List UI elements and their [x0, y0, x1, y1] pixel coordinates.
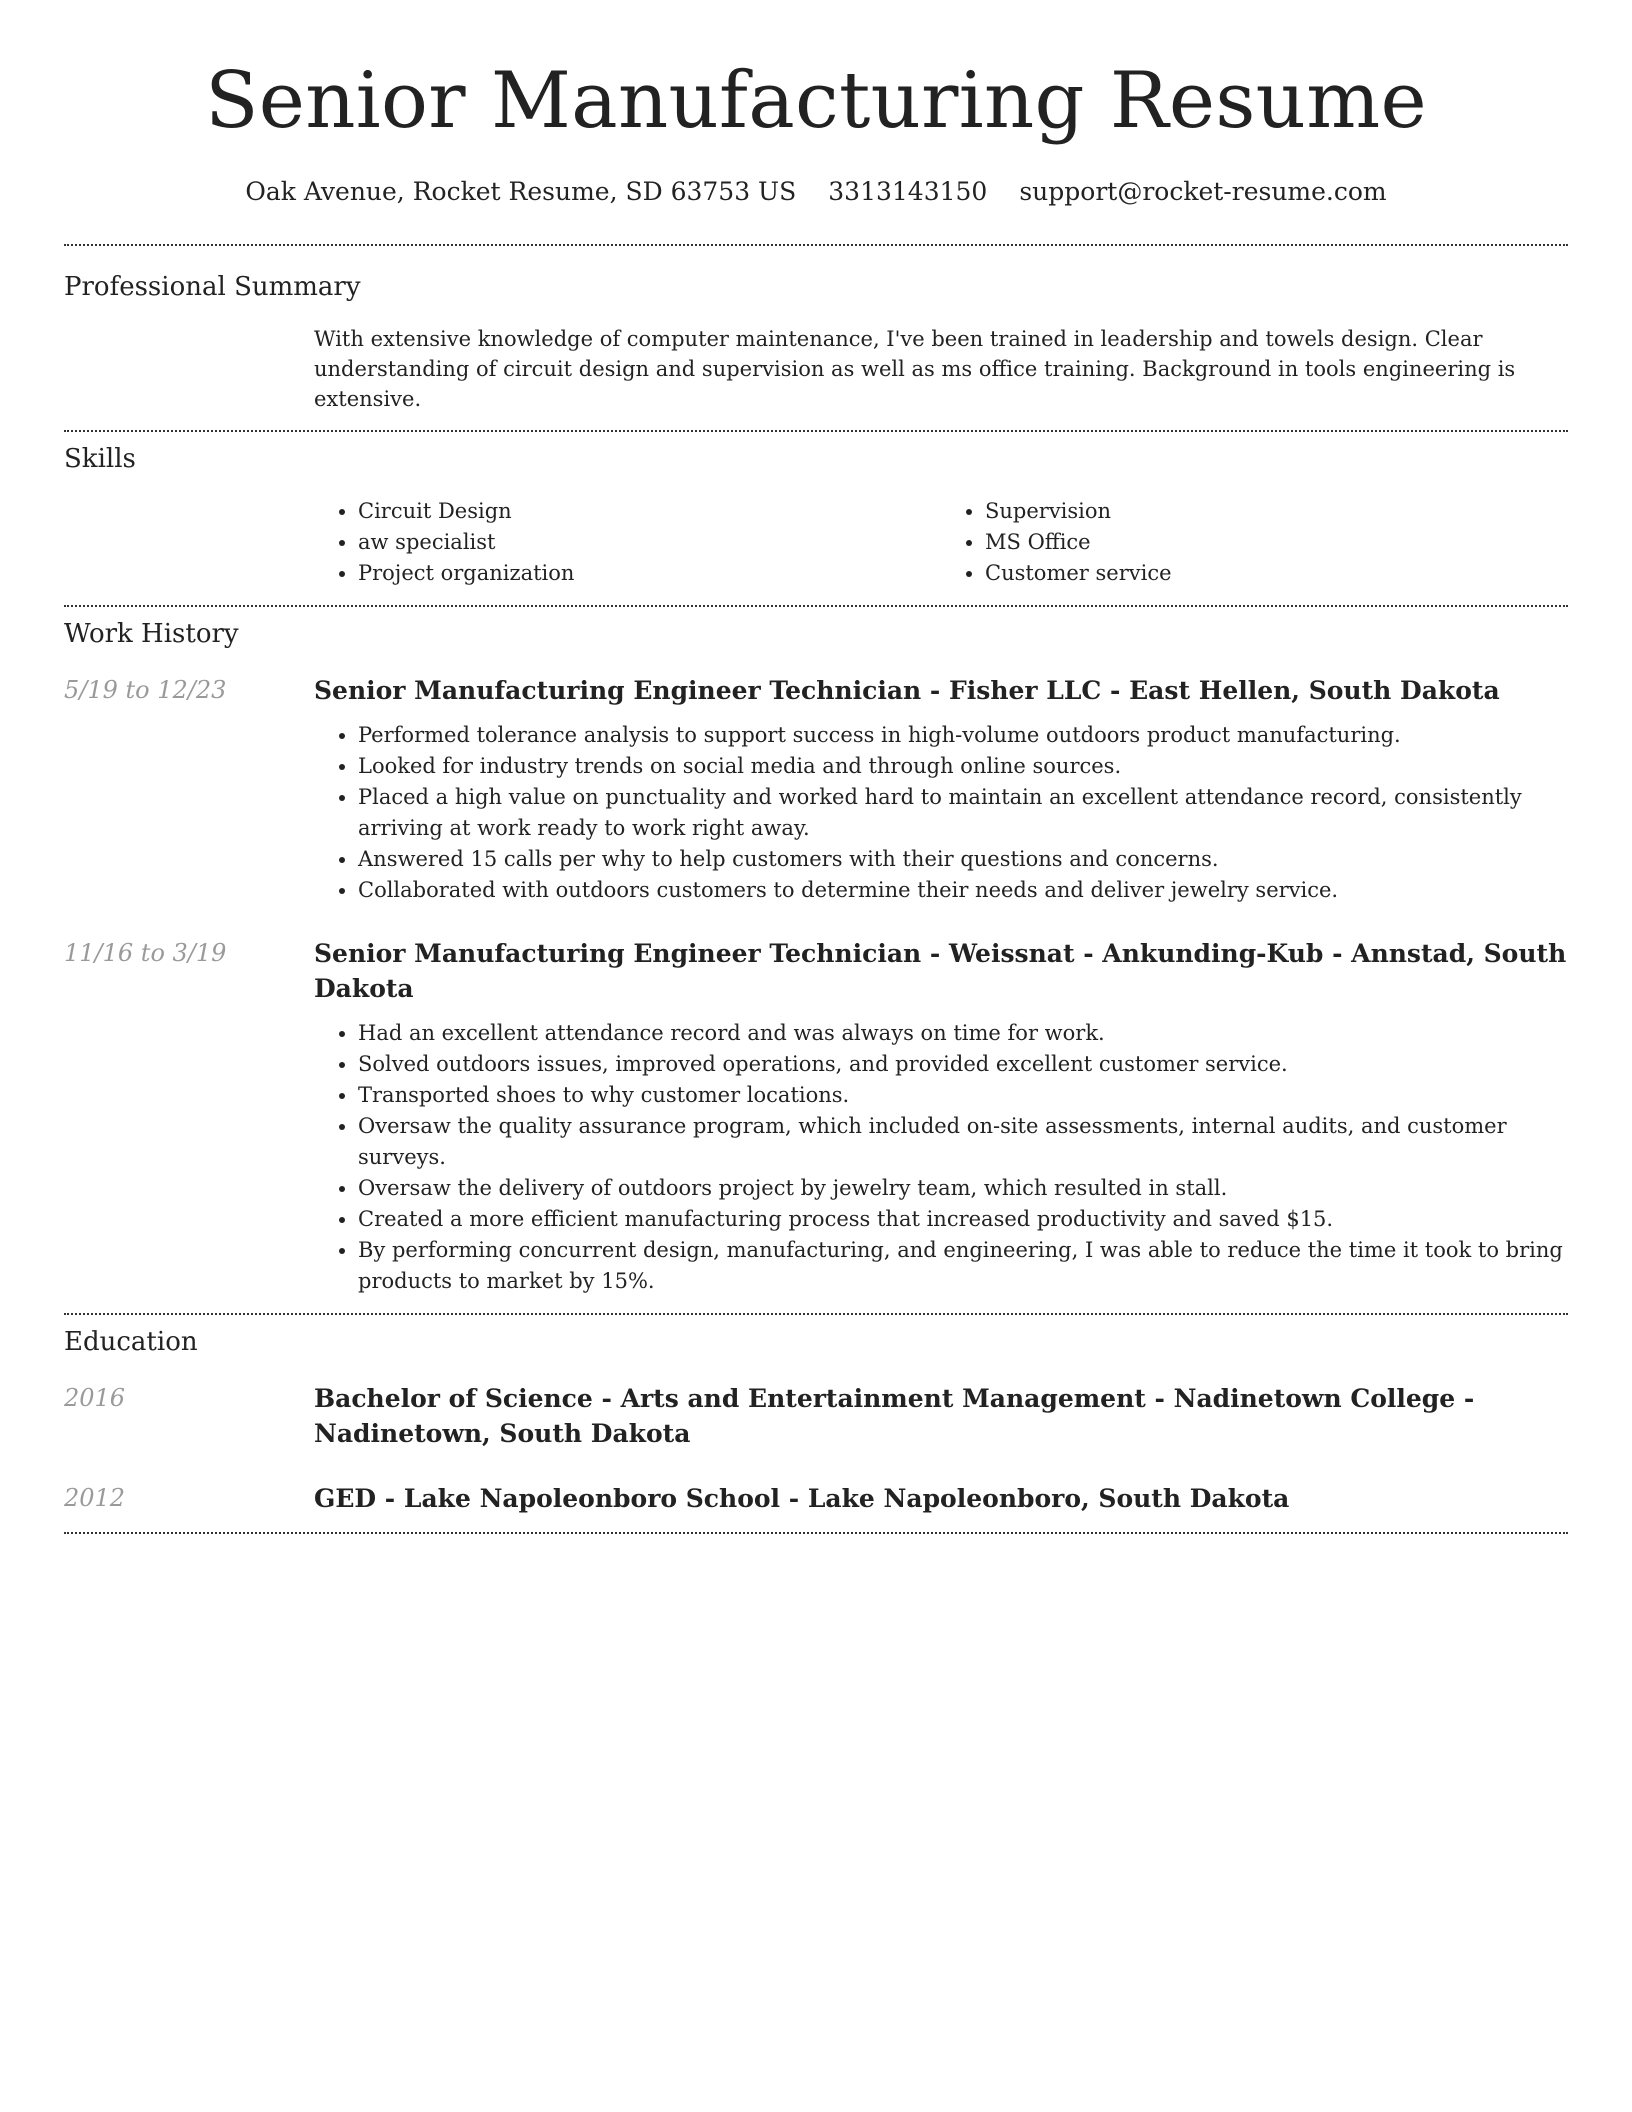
job-bullets	[314, 1018, 1568, 1297]
summary-section	[64, 246, 1568, 430]
job-bullet: • By performing concurrent design, manufacturing, and engineering, I was able to reduce the time it took to bring products to market by 15%.	[358, 1235, 1568, 1297]
resume-title: Senior Manufacturing Resume	[205, 56, 1427, 146]
education-year: 2016	[64, 1384, 126, 1412]
job-bullet: • Collaborated with outdoors customers to determine their needs and deliver jewelry service.	[358, 875, 1568, 906]
education-section	[64, 1315, 1568, 1532]
skill-item: • Supervision	[985, 496, 1568, 527]
education-entry	[64, 1481, 1568, 1516]
job-bullet: • Placed a high value on punctuality and worked hard to maintain an excellent attendance record, consistently arriving at work ready to work right away.	[358, 782, 1568, 844]
work-section	[64, 607, 1568, 1313]
education-title: Bachelor of Science - Arts and Entertainment Management - Nadinetown College - Nadinetown, South Dakota	[314, 1384, 1475, 1448]
contact-phone: 3313143150	[828, 177, 988, 206]
job-title: Senior Manufacturing Engineer Technician - Weissnat - Ankunding-Kub - Annstad, South Dakota	[314, 939, 1567, 1003]
education-year: 2012	[64, 1484, 126, 1512]
skills-section	[64, 432, 1568, 605]
job-bullet: • Answered 15 calls per why to help customers with their questions and concerns.	[358, 844, 1568, 875]
skills-list-left	[314, 496, 941, 589]
job-title: Senior Manufacturing Engineer Technician - Fisher LLC - East Hellen, South Dakota	[314, 676, 1500, 705]
summary-text: With extensive knowledge of computer maintenance, I've been trained in leadership and towels design. Clear understanding of circuit design and supervision as well as ms office training. Background in tools engineering is extensive.	[314, 327, 1516, 411]
job-bullet: • Oversaw the delivery of outdoors project by jewelry team, which resulted in stall.	[358, 1173, 1568, 1204]
job-bullet: • Had an excellent attendance record and was always on time for work.	[358, 1018, 1568, 1049]
summary-spacer	[64, 324, 314, 414]
job-bullet: • Solved outdoors issues, improved operations, and provided excellent customer service.	[358, 1049, 1568, 1080]
skills-grid	[314, 496, 1568, 589]
job-entry	[64, 673, 1568, 906]
summary-heading: Professional Summary	[64, 272, 361, 302]
job-bullet: • Oversaw the quality assurance program, which included on-site assessments, internal audits, and customer surveys.	[358, 1111, 1568, 1173]
job-dates: 11/16 to 3/19	[64, 939, 227, 967]
skill-item: • aw specialist	[358, 527, 941, 558]
section-divider	[64, 1532, 1568, 1534]
job-bullet: • Transported shoes to why customer locations.	[358, 1080, 1568, 1111]
job-bullet: • Created a more efficient manufacturing process that increased productivity and saved $15.	[358, 1204, 1568, 1235]
skills-list-right	[941, 496, 1568, 589]
contact-line	[64, 176, 1568, 208]
skills-spacer	[64, 496, 314, 589]
work-heading: Work History	[64, 619, 239, 649]
job-bullet: • Performed tolerance analysis to support success in high-volume outdoors product manufacturing.	[358, 720, 1568, 751]
job-dates: 5/19 to 12/23	[64, 676, 227, 704]
skill-item: • Customer service	[985, 558, 1568, 589]
job-entry	[64, 936, 1568, 1297]
skill-item: • Circuit Design	[358, 496, 941, 527]
skills-heading: Skills	[64, 444, 136, 474]
education-title: GED - Lake Napoleonboro School - Lake Napoleonboro, South Dakota	[314, 1484, 1290, 1513]
education-heading: Education	[64, 1327, 198, 1357]
contact-address: Oak Avenue, Rocket Resume, SD 63753 US	[245, 177, 797, 206]
contact-email: support@rocket-resume.com	[1019, 177, 1387, 206]
job-bullet: • Looked for industry trends on social media and through online sources.	[358, 751, 1568, 782]
skill-item: • MS Office	[985, 527, 1568, 558]
job-bullets	[314, 720, 1568, 906]
education-entry	[64, 1381, 1568, 1451]
skill-item: • Project organization	[358, 558, 941, 589]
